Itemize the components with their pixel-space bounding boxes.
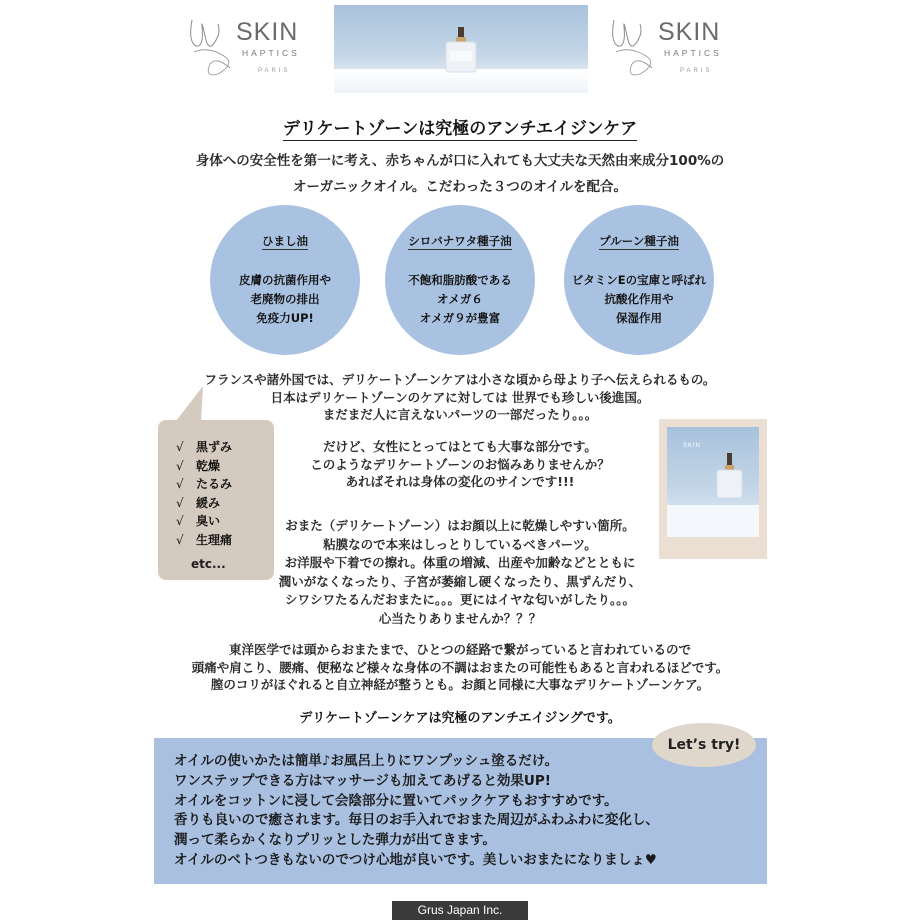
company-footer: Grus Japan Inc. (392, 901, 528, 920)
list-item: オイルの使いかたは簡単♪お風呂上りにワンプッシュ塗るだけ。 (174, 753, 559, 769)
list-item: √ 臭い (176, 512, 232, 531)
concerns-etc: etc... (191, 557, 226, 571)
paragraph-culture: フランスや諸外国では、デリケートゾーンケアは小さな頃から母より子へ伝えられるもの。 日本はデリケートゾーンのケアに対しては 世界でも珍しい後進国。 まだまだ人に言えないパーツの一部だったり。。。 (204, 372, 716, 422)
brand-city: PARIS (680, 68, 713, 74)
flourish-icon (606, 12, 666, 82)
oil-title: ひまし油 (262, 234, 308, 248)
brand-logo-right (606, 12, 746, 72)
paragraph-dryness: おまた（デリケートゾーン）はお顔以上に乾燥しやすい箇所。 粘膜なので本来はしっとりしているべきパーツ。 お洋服や下着での擦れ。体重の増減、出産や加齢などとともに 潤いがなくなったり、子宮が萎縮し硬くなったり、黒ずんだり、 シワシワたるんだおまたに。。。更にはイヤな匂いがしたり。。。 心当たりありませんか？？？ (278, 518, 642, 626)
oil-circle-cottonseed (385, 205, 535, 355)
serum-bottle-icon (667, 427, 759, 537)
check-icon: √ (176, 477, 184, 491)
lets-try-badge: Let’s try! (652, 723, 756, 767)
paragraph-eastern-medicine: 東洋医学では頭からおまたまで、ひとつの経路で繋がっていると言われているので 頭痛や肩こり、腰痛、便秘など様々な身体の不調はおまたの可能性もあると言われるほどです。 膣のコリがほぐれると自立神経が整うとも。お顔と同様に大事なデリケートゾーンケア。 (191, 642, 729, 692)
brand-sub: HAPTICS (664, 48, 722, 58)
list-item: 潤って柔らかくなりプリッとした弾力が出てきます。 (174, 832, 496, 849)
oil-benefits: ビタミンEの宝庫と呼ばれ 抗酸化作用や 保湿作用 (571, 273, 707, 325)
check-icon: √ (176, 495, 184, 510)
list-item: オイルをコットンに浸して会陰部分に置いてパックケアもおすすめです。 (174, 792, 618, 809)
list-item: 香りも良いので癒されます。毎日のお手入れでおまた周辺がふわふわに変化し、 (174, 812, 659, 829)
oil-title: プルーン種子油 (599, 234, 679, 248)
list-item: √ たるみ (176, 475, 232, 494)
brand-logo-left (184, 12, 324, 72)
mini-brand: SKIN (683, 443, 702, 449)
concerns-list (176, 438, 232, 549)
usage-tips-list (174, 752, 659, 871)
brand-sub: HAPTICS (242, 48, 300, 58)
oil-circle-prune (564, 205, 714, 355)
oil-title: シロバナワタ種子油 (408, 234, 512, 248)
check-icon: √ (176, 532, 184, 547)
oil-benefits: 不飽和脂肪酸である オメガ６ オメガ９が豊富 (408, 273, 512, 325)
brand-city: PARIS (258, 68, 291, 74)
tagline: デリケートゾーンケアは究極のアンチエイジングです。 (299, 711, 621, 726)
list-item: √ 緩み (176, 494, 232, 513)
list-item: √ 黒ずみ (176, 438, 232, 457)
page-title: デリケートゾーンは究極のアンチエイジンケア (282, 119, 638, 139)
product-photo (659, 419, 767, 559)
check-icon: √ (176, 458, 184, 473)
serum-bottle-icon (334, 5, 588, 93)
oil-circle-castor (210, 205, 360, 355)
paragraph-concern: だけど、女性にとってはとても大事な部分です。 このようなデリケートゾーンのお悩みありませんか？ あればそれは身体の変化のサインです!!! (310, 439, 610, 489)
intro-text: 身体への安全性を第一に考え、赤ちゃんが口に入れても大丈夫な天然由来成分100%の オーガニックオイル。こだわった３つのオイルを配合。 (195, 153, 725, 195)
product-banner-image (334, 5, 588, 93)
list-item: √ 乾燥 (176, 457, 232, 476)
list-item: ワンステップできる方はマッサージも加えてあげると効果UP! (174, 772, 551, 789)
list-item: オイルのベトつきもないのでつけ心地が良いです。美しいおまたになりましょ♥ (174, 851, 657, 868)
oil-benefits: 皮膚の抗菌作用や 老廃物の排出 免疫力UP! (239, 273, 331, 325)
list-item: √ 生理痛 (176, 531, 232, 550)
flourish-icon (184, 12, 244, 82)
check-icon: √ (176, 440, 184, 454)
brand-name: SKIN (658, 18, 721, 46)
product-photo-inner (667, 427, 759, 537)
check-icon: √ (176, 514, 184, 528)
brand-name: SKIN (236, 18, 299, 46)
